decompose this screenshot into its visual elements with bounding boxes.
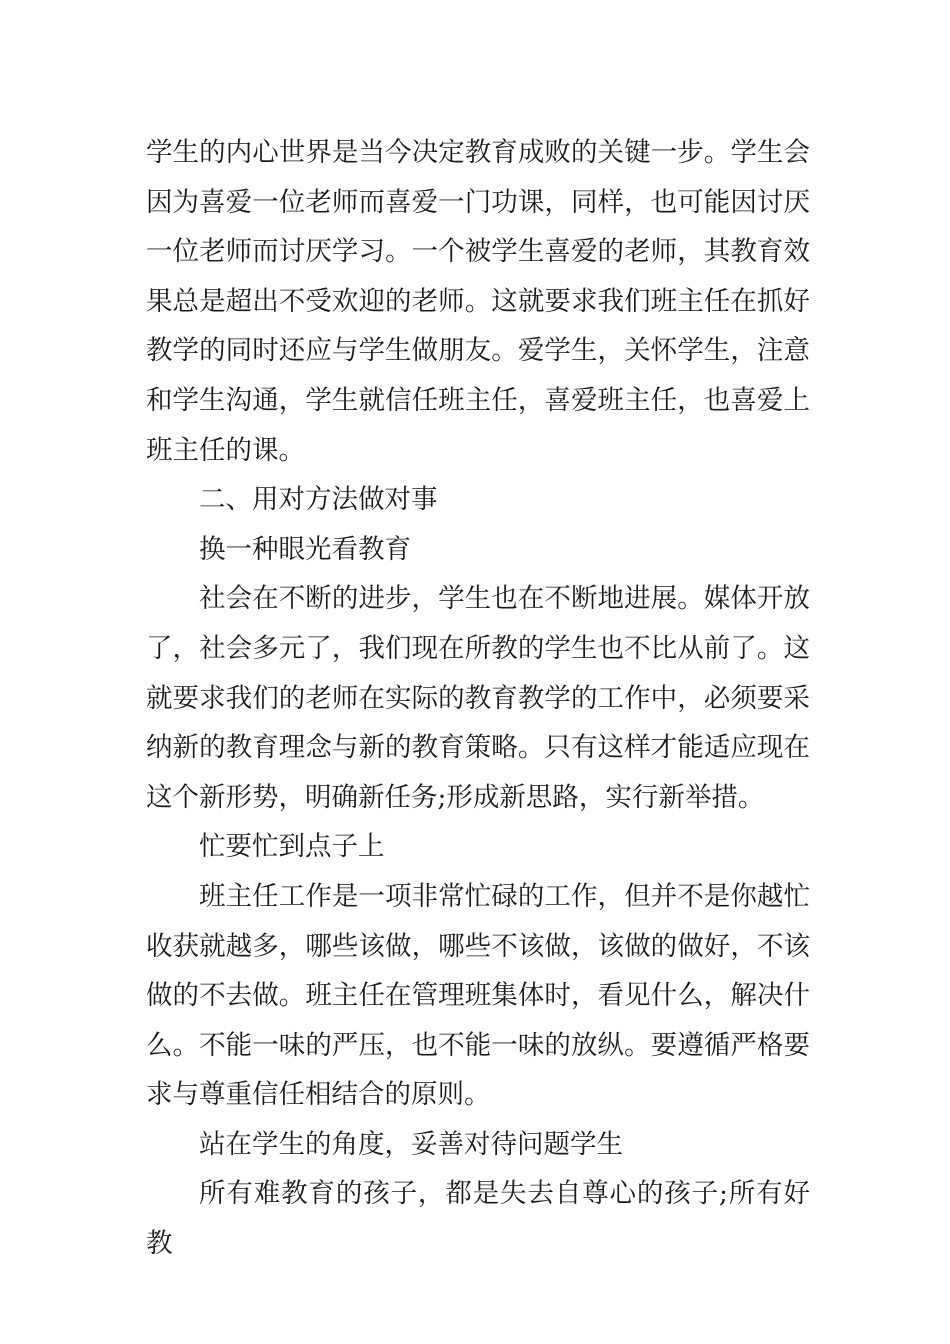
paragraph-new-perspective: 社会在不断的进步，学生也在不断地进展。媒体开放了，社会多元了，我们现在所教的学生也不比从前了。这就要求我们的老师在实际的教育教学的工作中，必须要采纳新的教育理念与新的教育策略。只有这样才能适应现在这个新形势，明确新任务;形成新思路，实行新举措。 [146, 583, 810, 813]
paragraph-student-angle: 所有难教育的孩子，都是失去自尊心的孩子;所有好教 [146, 1178, 810, 1260]
subheading-new-perspective: 换一种眼光看教育 [199, 533, 411, 565]
paragraph-continuation: 学生的内心世界是当今决定教育成败的关键一步。学生会因为喜爱一位老师而喜爱一门功课，同样，也可能因讨厌一位老师而讨厌学习。一个被学生喜爱的老师，其教育效果总是超出不受欢迎的老师。这就要求我们班主任在抓好教学的同时还应与学生做朋友。爱学生，关怀学生，注意和学生沟通，学生就信任班主任，喜爱班主任，也喜爱上班主任的课。 [146, 137, 810, 466]
document-body [146, 128, 810, 1269]
subheading-busy-right: 忙要忙到点子上 [199, 831, 385, 863]
subheading-student-angle: 站在学生的角度，妥善对待问题学生 [199, 1128, 623, 1160]
section-heading-methods: 二、用对方法做对事 [199, 484, 438, 516]
paragraph-busy-right: 班主任工作是一项非常忙碌的工作，但并不是你越忙收获就越多，哪些该做，哪些不该做，该做的做好，不该做的不去做。班主任在管理班集体时，看见什么，解决什么。不能一味的严压，也不能一味的放纵。要遵循严格要求与尊重信任相结合的原则。 [146, 880, 810, 1111]
